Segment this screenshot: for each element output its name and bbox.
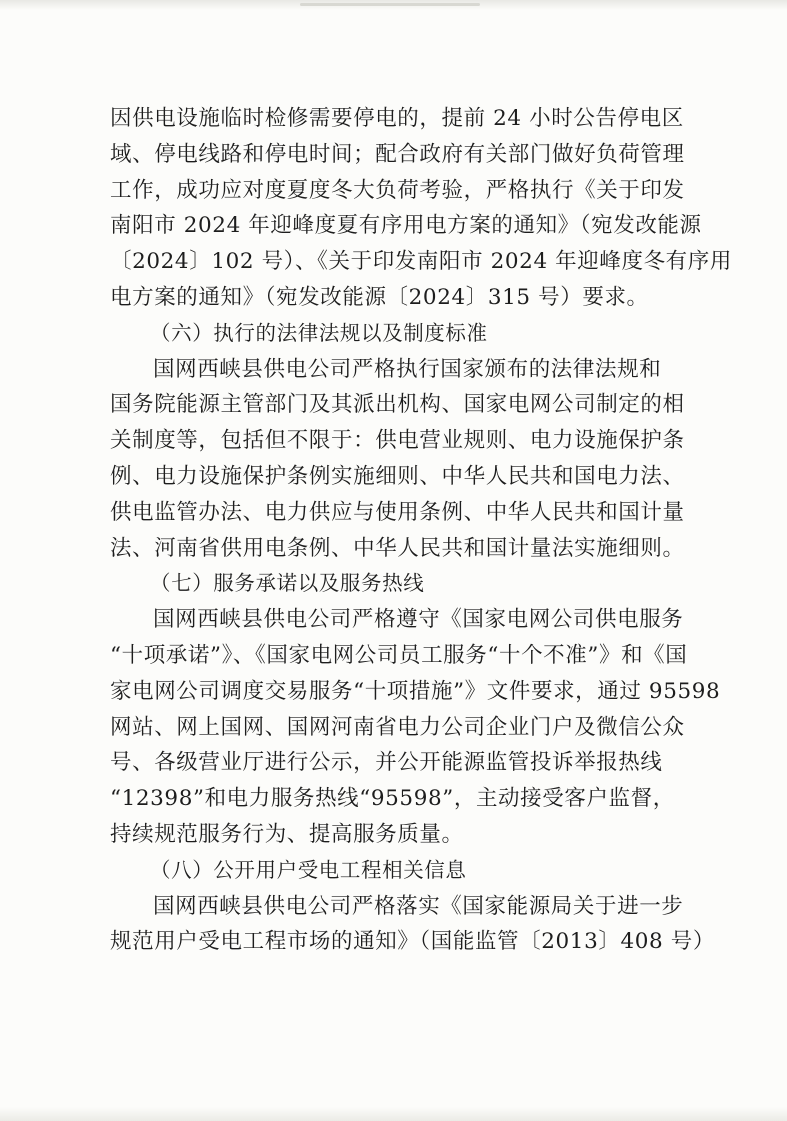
text-line: 例、电力设施保护条例实施细则、中华人民共和国电力法、 bbox=[110, 463, 685, 489]
section-laws-regulations bbox=[110, 316, 685, 567]
section-service-hotline bbox=[110, 566, 721, 852]
text-line: 〔2024〕102 号）、《关于印发南阳市 2024 年迎峰度冬有序用 bbox=[110, 249, 732, 275]
section-power-project-info bbox=[110, 853, 715, 960]
scan-bottom-edge bbox=[0, 1107, 787, 1121]
text-line: 家电网公司调度交易服务“十项措施”》文件要求，通过 95598 bbox=[110, 678, 721, 704]
text-line: 域、停电线路和停电时间；配合政府有关部门做好负荷管理 bbox=[110, 141, 685, 167]
text-line: 规范用户受电工程市场的通知》（国能监管〔2013〕408 号） bbox=[110, 929, 715, 955]
text-line: 国网西峡县供电公司严格执行国家颁布的法律法规和 bbox=[153, 356, 662, 382]
text-line: 电方案的通知》（宛发改能源〔2024〕315 号）要求。 bbox=[110, 284, 649, 310]
text-line: 关制度等，包括但不限于：供电营业规则、电力设施保护条 bbox=[110, 428, 685, 454]
text-line: 供电监管办法、电力供应与使用条例、中华人民共和国计量 bbox=[110, 499, 685, 525]
scan-artifact-mark bbox=[300, 3, 480, 6]
text-line: “十项承诺”》、《国家电网公司员工服务“十个不准”》和《国 bbox=[110, 642, 688, 668]
section-heading: （八）公开用户受电工程相关信息 bbox=[150, 857, 467, 882]
text-line: 国务院能源主管部门及其派出机构、国家电网公司制定的相 bbox=[110, 392, 685, 418]
text-line: “12398”和电力服务热线“95598”，主动接受客户监督， bbox=[110, 786, 675, 812]
text-line: 持续规范服务行为、提高服务质量。 bbox=[110, 821, 464, 847]
text-line: 号、各级营业厅进行公示，并公开能源监管投诉举报热线 bbox=[110, 750, 663, 776]
text-line: 国网西峡县供电公司严格落实《国家能源局关于进一步 bbox=[153, 893, 684, 919]
section-heading: （六）执行的法律法规以及制度标准 bbox=[150, 320, 488, 345]
document-body bbox=[110, 101, 732, 960]
section-heading: （七）服务承诺以及服务热线 bbox=[150, 571, 425, 596]
paragraph-continued bbox=[110, 101, 732, 316]
text-line: 南阳市 2024 年迎峰度夏有序用电方案的通知》（宛发改能源 bbox=[110, 213, 702, 239]
text-line: 国网西峡县供电公司严格遵守《国家电网公司供电服务 bbox=[153, 607, 684, 633]
text-line: 因供电设施临时检修需要停电的，提前 24 小时公告停电区 bbox=[110, 106, 684, 131]
text-line: 法、河南省供用电条例、中华人民共和国计量法实施细则。 bbox=[110, 535, 685, 561]
text-line: 网站、网上国网、国网河南省电力公司企业门户及微信公众 bbox=[110, 714, 685, 740]
text-line: 工作，成功应对度夏度冬大负荷考验，严格执行《关于印发 bbox=[110, 177, 685, 203]
